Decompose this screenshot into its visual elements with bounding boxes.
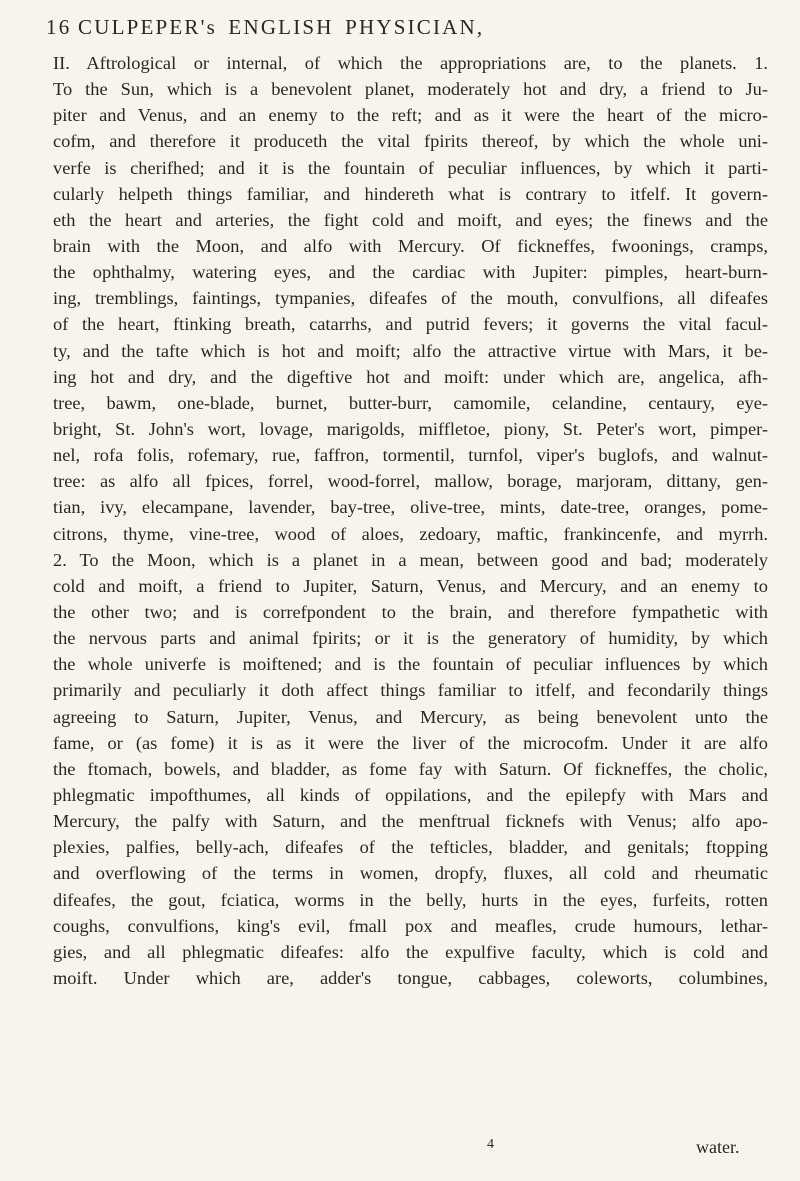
text-line: Mercury, the palfy with Saturn, and the menftrual ficknefs with Venus; alfo apo-: [53, 811, 768, 832]
text-line: the nervous parts and animal fpirits; or it is the generatory of humidity, by which: [53, 628, 768, 649]
text-line: the other two; and is correfpondent to the brain, and therefore fympathetic with: [53, 601, 768, 622]
text-line: the ftomach, bowels, and bladder, as fome fay with Saturn. Of fickneffes, the cholic,: [53, 758, 768, 779]
text-line: of the heart, ftinking breath, catarrhs, and putrid fevers; it governs the vital facul-: [53, 314, 768, 335]
text-line: ty, and the tafte which is hot and moift; alfo the attractive virtue with Mars, it be-: [53, 340, 768, 361]
text-line: gies, and all phlegmatic difeafes: alfo the expulfive faculty, which is cold and: [53, 941, 768, 962]
text-line: eth the heart and arteries, the fight cold and moift, and eyes; the finews and the: [53, 209, 768, 230]
signature-mark: 4: [487, 1137, 494, 1152]
text-line: tree, bawm, one-blade, burnet, butter-burr, camomile, celandine, centaury, eye-: [53, 392, 768, 413]
text-line: ing hot and dry, and the digeftive hot and moift: under which are, angelica, afh-: [53, 366, 768, 387]
page-number: 16: [46, 15, 72, 39]
text-line: To the Sun, which is a benevolent planet, moderately hot and dry, a friend to Ju-: [53, 79, 768, 100]
text-line: cularly helpeth things familiar, and hindereth what is contrary to itfelf. It govern-: [53, 183, 768, 204]
text-line: brain with the Moon, and alfo with Mercury. Of fickneffes, fwoonings, cramps,: [53, 235, 768, 256]
text-line: ing, tremblings, faintings, tympanies, difeafes of the mouth, convulfions, all difeafes: [53, 288, 768, 309]
text-line: difeafes, the gout, fciatica, worms in the belly, hurts in the eyes, furfeits, rotten: [53, 889, 768, 910]
text-line: bright, St. John's wort, lovage, marigolds, miffletoe, piony, St. Peter's wort, pimper-: [53, 418, 768, 439]
text-line: II. Aftrological or internal, of which the appropriations are, to the planets. 1.: [53, 53, 768, 73]
text-line: plexies, palfies, belly-ach, difeafes of the tefticles, bladder, and genitals; ftopping: [53, 837, 768, 858]
text-line: verfe is cherifhed; and it is the fountain of peculiar influences, by which it parti-: [53, 157, 768, 178]
catchword: water.: [696, 1137, 740, 1157]
text-line: tian, ivy, elecampane, lavender, bay-tree, olive-tree, mints, date-tree, oranges, pome-: [53, 497, 768, 518]
page-footer: [0, 1137, 800, 1165]
text-line: phlegmatic impofthumes, all kinds of oppilations, and the epilepfy with Mars and: [53, 784, 768, 805]
text-line: citrons, thyme, vine-tree, wood of aloes, zedoary, maftic, frankincenfe, and myrrh.: [53, 523, 768, 544]
text-line: moift. Under which are, adder's tongue, cabbages, coleworts, columbines,: [53, 967, 768, 988]
text-line: and overflowing of the terms in women, dropfy, fluxes, all cold and rheumatic: [53, 863, 768, 884]
text-line: tree: as alfo all fpices, forrel, wood-forrel, mallow, borage, marjoram, dittany, gen-: [53, 471, 768, 492]
running-title: CULPEPER's ENGLISH PHYSICIAN,: [78, 15, 485, 39]
text-line: the ophthalmy, watering eyes, and the cardiac with Jupiter: pimples, heart-burn-: [53, 262, 768, 283]
page-header: [46, 12, 766, 42]
text-line: nel, rofa folis, rofemary, rue, faffron, tormentil, turnfol, viper's buglofs, and walnut-: [53, 445, 768, 466]
text-line: the whole univerfe is moiftened; and is the fountain of peculiar influences by which: [53, 654, 768, 675]
text-line: agreeing to Saturn, Jupiter, Venus, and Mercury, as being benevolent unto the: [53, 706, 768, 727]
text-line: primarily and peculiarly it doth affect things familiar to itfelf, and fecondarily things: [53, 680, 768, 701]
text-line: fame, or (as fome) it is as it were the liver of the microcofm. Under it are alfo: [53, 732, 768, 753]
body-text: [53, 50, 768, 991]
text-line: 2. To the Moon, which is a planet in a mean, between good and bad; moderately: [53, 549, 768, 570]
text-line: coughs, convulfions, king's evil, fmall pox and meafles, crude humours, lethar-: [53, 915, 768, 936]
text-line: cofm, and therefore it produceth the vital fpirits thereof, by which the whole uni-: [53, 131, 768, 152]
text-line: cold and moift, a friend to Jupiter, Saturn, Venus, and Mercury, and an enemy to: [53, 575, 768, 596]
text-line: piter and Venus, and an enemy to the reft; and as it were the heart of the micro-: [53, 105, 768, 126]
